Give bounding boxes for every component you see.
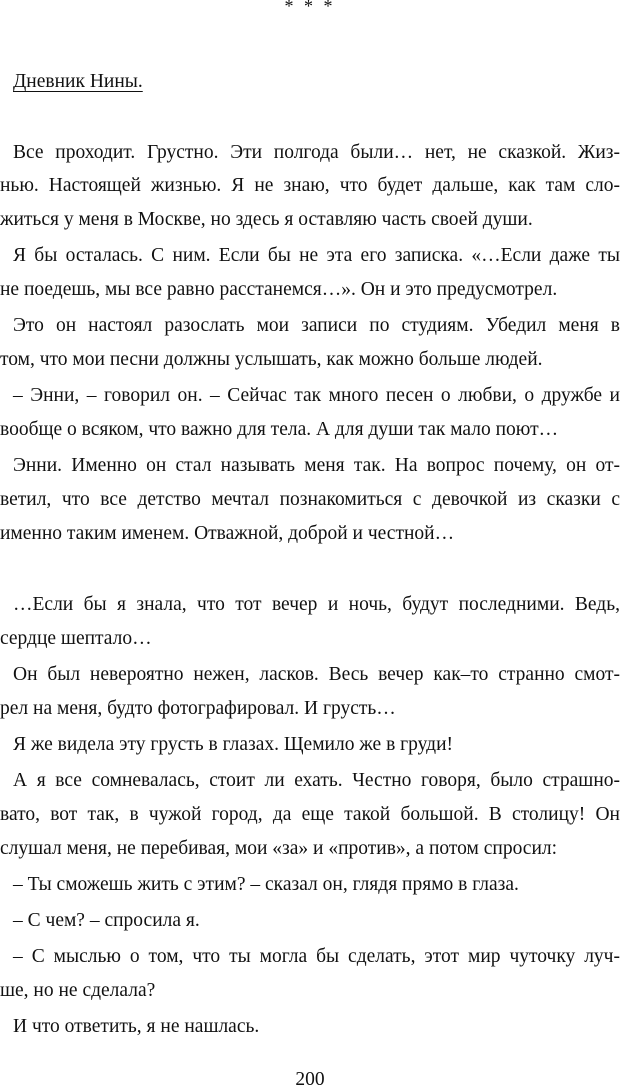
text-line: слушал меня, не перебивая, мои «за» и «против», а потом спросил:: [0, 838, 558, 859]
text-line: – С мыслью о том, что ты могла бы сделать, этот мир чуточку луч-: [13, 946, 620, 967]
text-line: А я все сомневалась, стоит ли ехать. Честно говоря, было страшно-: [13, 770, 620, 791]
text-line: – Энни, – говорил он. – Сейчас так много песен о любви, о дружбе и: [13, 385, 620, 406]
text-line: не поедешь, мы все равно расстанемся…». Он и это предусмотрел.: [0, 279, 558, 300]
text-line: том, что мои песни должны услышать, как можно больше людей.: [0, 349, 543, 370]
diary-title: Дневник Нины.: [13, 71, 143, 92]
text-line: Это он настоял разослать мои записи по студиям. Убедил меня в: [13, 315, 620, 336]
text-line: Он был невероятно нежен, ласков. Весь вечер как–то странно смот-: [13, 664, 620, 685]
text-line: ветил, что все детство мечтал познакомиться с девочкой из сказки с: [0, 489, 620, 510]
text-line: именно таким именем. Отважной, доброй и честной…: [0, 523, 455, 544]
text-line: нью. Настоящей жизнью. Я не знаю, что будет дальше, как там сло-: [0, 175, 620, 196]
text-line: И что ответить, я не нашлась.: [13, 1016, 260, 1037]
page-number: 200: [295, 1069, 325, 1090]
text-line: рел на меня, будто фотографировал. И грусть…: [0, 698, 396, 719]
text-line: сердце шептало…: [0, 628, 152, 649]
text-line: житься у меня в Москве, но здесь я оставляю часть своей души.: [0, 209, 533, 230]
text-line: Я бы осталась. С ним. Если бы не эта его записка. «…Если даже ты: [13, 245, 620, 266]
text-line: – С чем? – спросила я.: [13, 910, 200, 931]
text-line: …Если бы я знала, что тот вечер и ночь, будут последними. Ведь,: [13, 594, 620, 615]
text-line: – Ты сможешь жить с этим? – сказал он, глядя прямо в глаза.: [13, 874, 519, 895]
text-line: ше, но не сделала?: [0, 980, 156, 1001]
text-line: вообще о всяком, что важно для тела. А для души так мало поют…: [0, 419, 559, 440]
text-line: вато, вот так, в чужой город, да еще такой большой. В столицу! Он: [0, 804, 620, 825]
section-separator: * * *: [284, 0, 336, 16]
text-line: Я же видела эту грусть в глазах. Щемило же в груди!: [13, 734, 454, 755]
text-line: Энни. Именно он стал называть меня так. На вопрос почему, он от-: [13, 455, 620, 476]
text-line: Все проходит. Грустно. Эти полгода были… нет, не сказкой. Жиз-: [13, 142, 620, 163]
